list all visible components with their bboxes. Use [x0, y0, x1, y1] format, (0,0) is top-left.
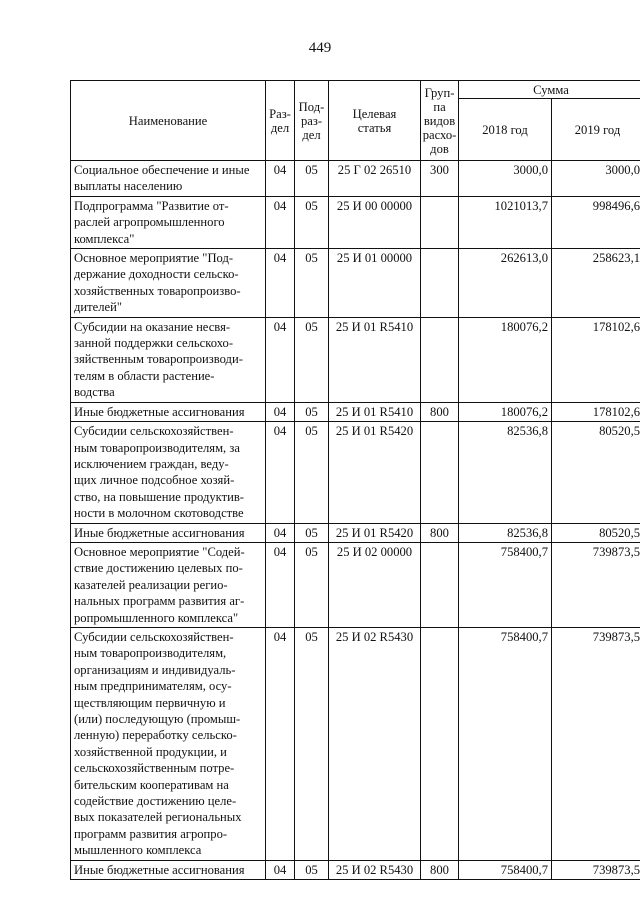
row-razdel: 04 — [266, 402, 295, 421]
row-target: 25 И 00 00000 — [329, 196, 421, 248]
row-sum-2019: 80520,5 — [552, 422, 640, 523]
header-group: Груп- па видов расхо- дов — [421, 81, 459, 161]
row-sum-2018: 1021013,7 — [459, 196, 552, 248]
row-sum-2019: 739873,5 — [552, 542, 640, 627]
row-sum-2019: 80520,5 — [552, 523, 640, 542]
header-sum: Сумма — [459, 81, 640, 99]
row-razdel: 04 — [266, 249, 295, 318]
row-group — [421, 249, 459, 318]
row-target: 25 И 01 R5410 — [329, 317, 421, 402]
row-target: 25 И 01 00000 — [329, 249, 421, 318]
row-sum-2018: 180076,2 — [459, 317, 552, 402]
row-group — [421, 542, 459, 627]
row-group — [421, 196, 459, 248]
row-podrazdel: 05 — [295, 523, 329, 542]
row-group — [421, 627, 459, 860]
header-year-2018: 2018 год — [459, 99, 552, 161]
table-row — [71, 422, 640, 523]
page-number: 449 — [308, 40, 332, 56]
row-razdel: 04 — [266, 523, 295, 542]
table-row — [71, 542, 640, 627]
row-sum-2018: 262613,0 — [459, 249, 552, 318]
row-name: Субсидии сельскохозяйствен- ным товаропроизводителям, за исключением граждан, веду- щих личное подсобное хозяй- ство, на повышение продуктив- ности в молочном скотоводстве — [71, 422, 266, 523]
row-podrazdel: 05 — [295, 542, 329, 627]
row-name: Основное мероприятие "Под- держание доходности сельско- хозяйственных товаропроизво- дителей" — [71, 249, 266, 318]
row-razdel: 04 — [266, 161, 295, 197]
row-sum-2019: 178102,6 — [552, 317, 640, 402]
row-target: 25 И 02 00000 — [329, 542, 421, 627]
row-podrazdel: 05 — [295, 196, 329, 248]
row-name: Иные бюджетные ассигнования — [71, 860, 266, 879]
row-podrazdel: 05 — [295, 627, 329, 860]
row-sum-2019: 178102,6 — [552, 402, 640, 421]
row-razdel: 04 — [266, 317, 295, 402]
row-name: Субсидии сельскохозяйствен- ным товаропроизводителям, организациям и индивидуаль- ным предпринимателям, осу- ществляющим первичную и (или) последующую (промыш- ленную) переработку сельско- хозяйственной продукции, и сельскохозяйственным потре- бительским кооперативам на содействие достижению целе- вых показателей региональных программ развития агропро- мышленного комплекса — [71, 627, 266, 860]
row-razdel: 04 — [266, 422, 295, 523]
row-podrazdel: 05 — [295, 860, 329, 879]
row-podrazdel: 05 — [295, 402, 329, 421]
row-group: 300 — [421, 161, 459, 197]
table-row — [71, 523, 640, 542]
header-podrazdel: Под- раз- дел — [295, 81, 329, 161]
row-group: 800 — [421, 402, 459, 421]
table-row — [71, 317, 640, 402]
header-name: Наименование — [71, 81, 266, 161]
row-name: Основное мероприятие "Содей- ствие достижению целевых по- казателей реализации регио- нальных программ развития аг- ропромышленного комплекса" — [71, 542, 266, 627]
row-target: 25 И 01 R5420 — [329, 523, 421, 542]
row-sum-2019: 739873,5 — [552, 627, 640, 860]
table-body — [71, 161, 640, 880]
table-row — [71, 196, 640, 248]
budget-table — [70, 80, 640, 880]
row-sum-2018: 180076,2 — [459, 402, 552, 421]
row-podrazdel: 05 — [295, 161, 329, 197]
table-row — [71, 402, 640, 421]
header-target: Целевая статья — [329, 81, 421, 161]
row-sum-2018: 758400,7 — [459, 860, 552, 879]
row-sum-2018: 82536,8 — [459, 523, 552, 542]
header-row — [71, 81, 640, 99]
header-razdel: Раз- дел — [266, 81, 295, 161]
row-target: 25 Г 02 26510 — [329, 161, 421, 197]
table-row — [71, 860, 640, 879]
row-group — [421, 422, 459, 523]
row-target: 25 И 02 R5430 — [329, 627, 421, 860]
table-row — [71, 627, 640, 860]
row-podrazdel: 05 — [295, 317, 329, 402]
row-group — [421, 317, 459, 402]
row-podrazdel: 05 — [295, 422, 329, 523]
row-sum-2019: 3000,0 — [552, 161, 640, 197]
row-target: 25 И 02 R5430 — [329, 860, 421, 879]
header-year-2019: 2019 год — [552, 99, 640, 161]
row-sum-2018: 82536,8 — [459, 422, 552, 523]
row-name: Иные бюджетные ассигнования — [71, 523, 266, 542]
row-sum-2019: 739873,5 — [552, 860, 640, 879]
row-target: 25 И 01 R5410 — [329, 402, 421, 421]
row-razdel: 04 — [266, 196, 295, 248]
row-razdel: 04 — [266, 627, 295, 860]
row-name: Иные бюджетные ассигнования — [71, 402, 266, 421]
row-group: 800 — [421, 523, 459, 542]
table-row — [71, 249, 640, 318]
table-row — [71, 161, 640, 197]
row-razdel: 04 — [266, 860, 295, 879]
row-podrazdel: 05 — [295, 249, 329, 318]
row-sum-2019: 258623,1 — [552, 249, 640, 318]
row-name: Социальное обеспечение и иные выплаты населению — [71, 161, 266, 197]
row-sum-2018: 3000,0 — [459, 161, 552, 197]
row-sum-2018: 758400,7 — [459, 542, 552, 627]
row-target: 25 И 01 R5420 — [329, 422, 421, 523]
row-sum-2018: 758400,7 — [459, 627, 552, 860]
row-razdel: 04 — [266, 542, 295, 627]
row-group: 800 — [421, 860, 459, 879]
row-name: Субсидии на оказание несвя- занной поддержки сельскохо- зяйственным товаропроизводи- телям в области растение- водства — [71, 317, 266, 402]
row-sum-2019: 998496,6 — [552, 196, 640, 248]
row-name: Подпрограмма "Развитие от- раслей агропромышленного комплекса" — [71, 196, 266, 248]
